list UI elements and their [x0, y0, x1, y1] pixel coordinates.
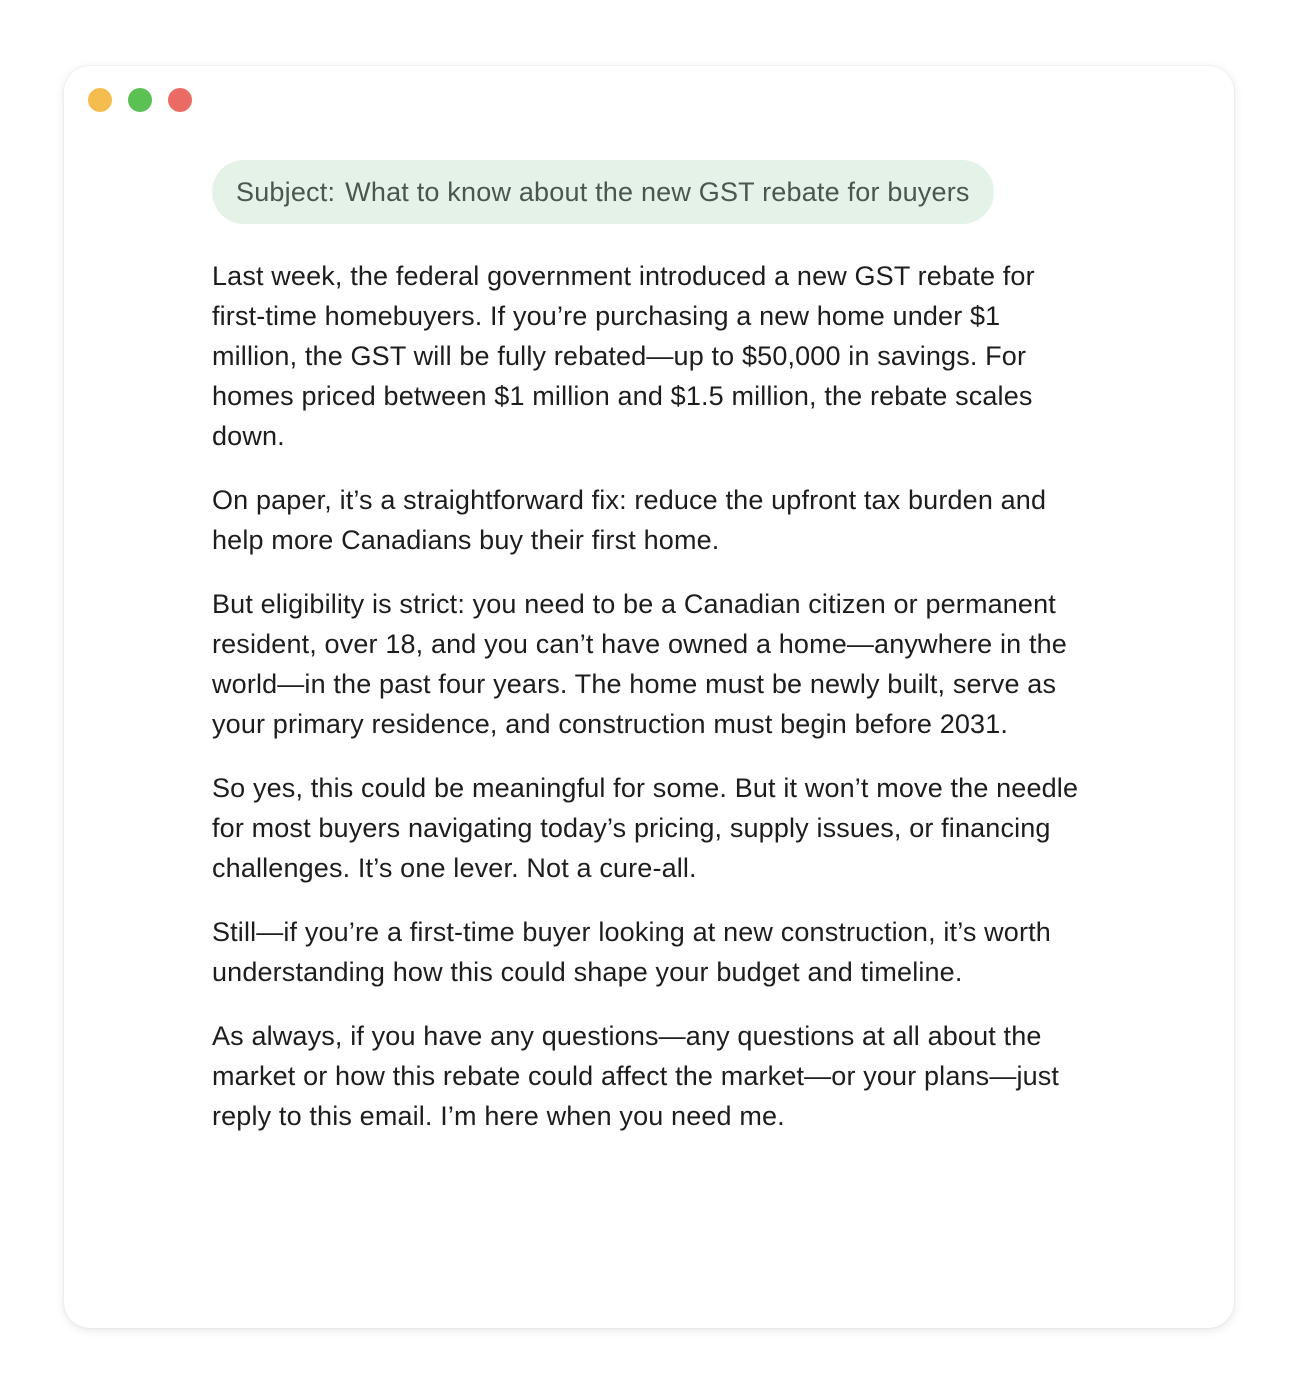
subject-label: Subject:: [236, 176, 336, 207]
body-paragraph: On paper, it’s a straightforward fix: reduce the upfront tax burden and help more Canadians buy their first home.: [212, 485, 1047, 555]
close-button[interactable]: [168, 88, 192, 112]
body-paragraph: As always, if you have any questions—any questions at all about the market or how this rebate could affect the market—or your plans—just reply to this email. I’m here when you need me.: [212, 1021, 1060, 1131]
body-paragraph: So yes, this could be meaningful for some. But it won’t move the needle for most buyers navigating today’s pricing, supply issues, or financing challenges. It’s one lever. Not a cure-all.: [212, 773, 1079, 883]
email-body: [212, 256, 1092, 1160]
email-window: [64, 66, 1234, 1328]
body-paragraph: But eligibility is strict: you need to be a Canadian citizen or permanent resident, over 18, and you can’t have owned a home—anywhere in the world—in the past four years. The home must be newly built, serve as your primary residence, and construction must begin before 2031.: [212, 589, 1067, 739]
body-paragraph: Still—if you’re a first-time buyer looking at new construction, it’s worth understanding how this could shape your budget and timeline.: [212, 917, 1051, 987]
minimize-button[interactable]: [88, 88, 112, 112]
zoom-button[interactable]: [128, 88, 152, 112]
subject-line: [212, 160, 994, 224]
body-paragraph: Last week, the federal government introduced a new GST rebate for first-time homebuyers. If you’re purchasing a new home under $1 million, the GST will be fully rebated—up to $50,000 in savings. For homes priced between $1 million and $1.5 million, the rebate scales down.: [212, 261, 1035, 451]
window-controls: [88, 88, 192, 112]
subject-text: What to know about the new GST rebate for buyers: [345, 176, 970, 207]
